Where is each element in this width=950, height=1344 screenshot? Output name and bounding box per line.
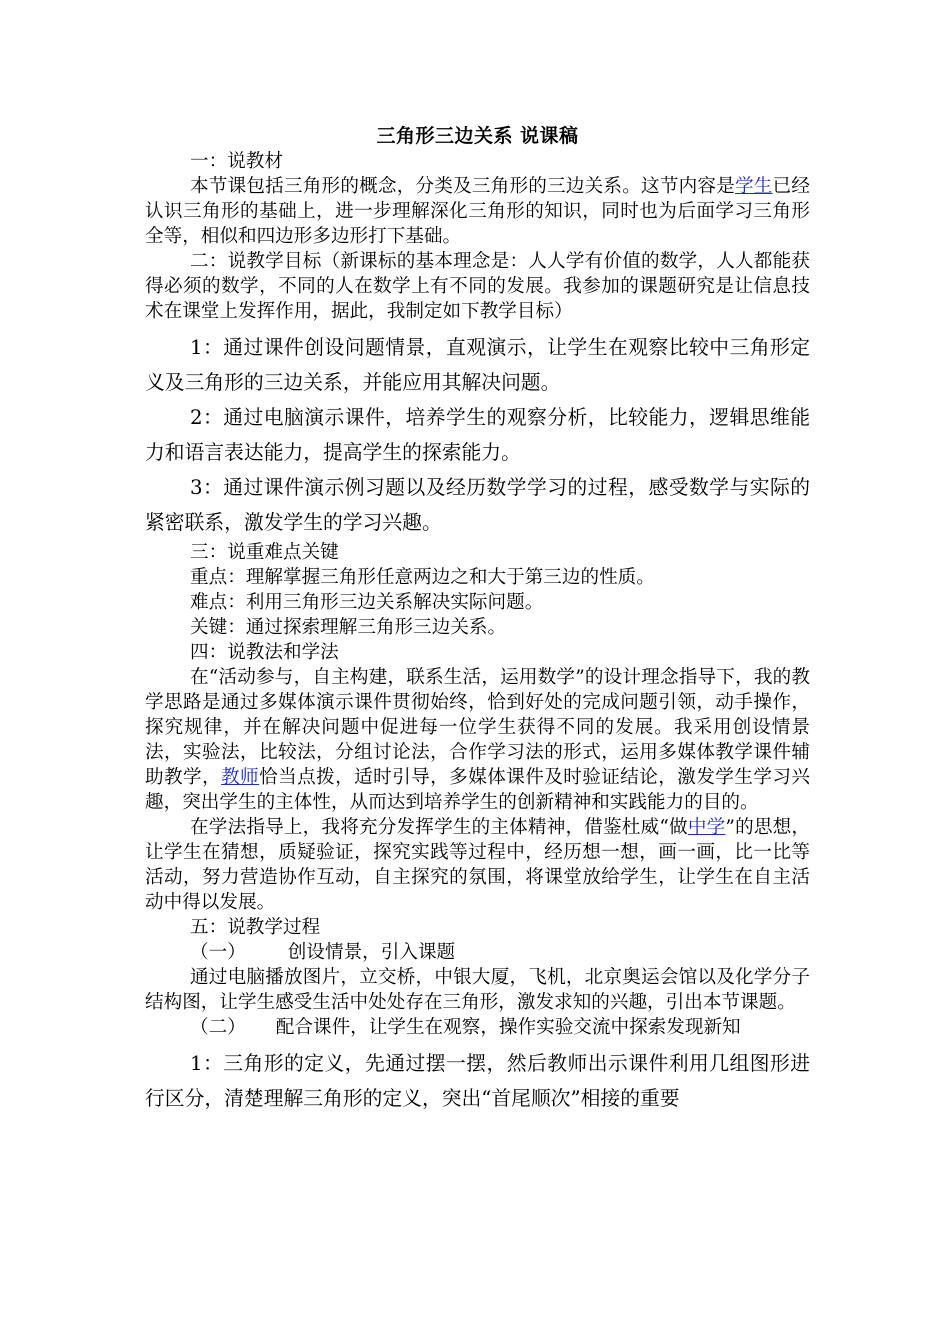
- paragraph-text: ”的思想，让学生在猜想，质疑验证，探究实践等过程中，经历想一想，画一画，比一比等活动，努力营造协作互动，自主探究的氛围，将课堂放给学生，让学生在自主活动中得以发展。: [145, 817, 810, 913]
- goal-item-1: 1：通过课件创设问题情景，直观演示，让学生在观察比较中三角形定义及三角形的三边关系，并能应用其解决问题。: [145, 336, 810, 394]
- link-student[interactable]: 学生: [734, 176, 773, 197]
- goal-item-3: 3：通过课件演示例习题以及经历数学学习的过程，感受数学与实际的紧密联系，激发学生的学习兴趣。: [145, 476, 810, 534]
- link-middle-school[interactable]: 中学: [687, 817, 726, 838]
- section-heading-goals: 二：说教学目标（新课标的基本理念是：人人学有价值的数学，人人都能获得必须的数学，不同的人在数学上有不同的发展。我参加的课题研究是让信息技术在课堂上发挥作用，据此，我制定如下教学目标）: [145, 251, 810, 322]
- document-title: 三角形三边关系 说课稿: [376, 125, 579, 147]
- key-item: 关键：通过探索理解三角形三边关系。: [190, 617, 507, 638]
- paragraph-teaching-method: [145, 665, 810, 815]
- paragraph-text: 恰当点拨，适时引导，多媒体课件及时验证结论，激发学生学习兴趣，突出学生的主体性，从而达到培养学生的创新精神和实践能力的目的。: [145, 767, 810, 813]
- paragraph-text: 本节课包括三角形的概念，分类及三角形的三边关系。这节内容是: [190, 176, 735, 197]
- paragraph-study-method: [145, 815, 810, 915]
- triangle-definition-paragraph: 1：三角形的定义，先通过摆一摆，然后教师出示课件利用几组图形进行区分，清楚理解三角形的定义，突出“首尾顺次”相接的重要: [145, 1052, 810, 1110]
- section-heading-methods: 四：说教法和学法: [190, 642, 339, 663]
- step-1-number: （一）: [190, 942, 246, 963]
- paragraph-text: 已经认识三角形的基础上，进一步理解深化三角形的知识，同时也为后面学习三角形全等，相似和四边形多边形打下基础。: [145, 176, 810, 247]
- key-point: 重点：理解掌握三角形任意两边之和大于第三边的性质。: [190, 567, 655, 588]
- section-heading-process: 五：说教学过程: [190, 917, 321, 938]
- step-2-title: 配合课件，让学生在观察，操作实验交流中探索发现新知: [275, 1017, 741, 1038]
- section-heading-key-points: 三：说重难点关键: [190, 542, 339, 563]
- goal-item-2: 2：通过电脑演示课件，培养学生的观察分析，比较能力，逻辑思维能力和语言表达能力，提高学生的探索能力。: [145, 406, 810, 464]
- difficult-point: 难点：利用三角形三边关系解决实际问题。: [190, 592, 544, 613]
- section-heading-textbook: 一：说教材: [190, 151, 283, 172]
- paragraph-text: 在“活动参与，自主构建，联系生活，运用数学”的设计理念指导下，我的教学思路是通过多媒体演示课件贯彻始终，恰到好处的完成问题引领，动手操作，探究规律，并在解决问题中促进每一位学生获得不同的发展。我采用创设情景法，实验法，比较法，分组讨论法，合作学习法的形式，运用多媒体教学课件辅助教学，: [145, 667, 810, 788]
- link-teacher[interactable]: 教师: [221, 767, 260, 788]
- paragraph-textbook: [145, 174, 810, 249]
- step-2-heading: [145, 1015, 810, 1040]
- step-1-heading: [145, 940, 810, 965]
- paragraph-text: 在学法指导上，我将充分发挥学生的主体精神，借鉴杜威“做: [190, 817, 688, 838]
- step-1-title: 创设情景，引入课题: [287, 942, 456, 963]
- document-body: [145, 123, 810, 1116]
- step-2-number: （二）: [190, 1017, 246, 1038]
- step-1-paragraph: 通过电脑播放图片，立交桥，中银大厦，飞机，北京奥运会馆以及化学分子结构图，让学生感受生活中处处存在三角形，激发求知的兴趣，引出本节课题。: [145, 967, 810, 1013]
